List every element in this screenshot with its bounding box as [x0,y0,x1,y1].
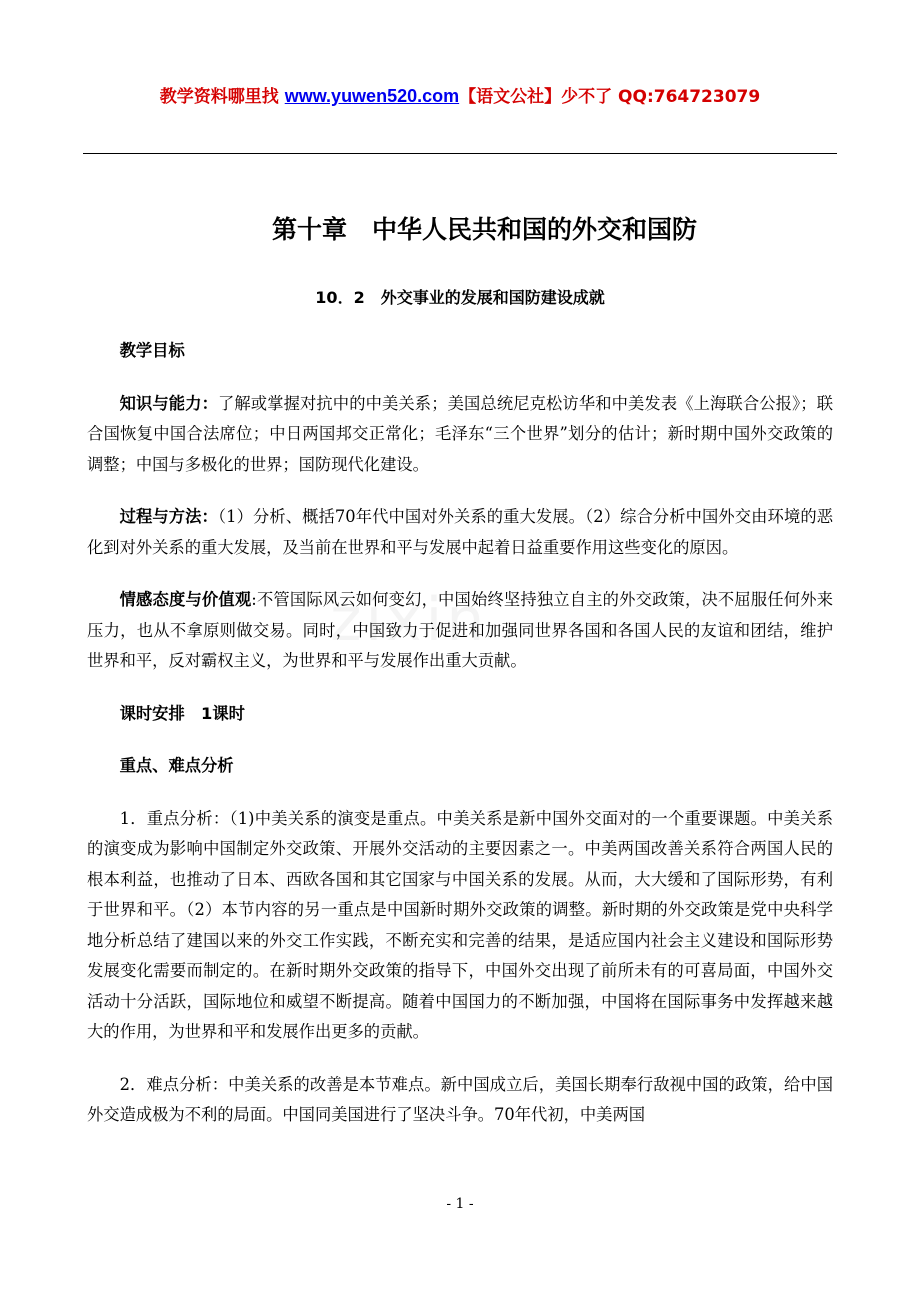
knowledge-label: 知识与能力： [119,393,218,413]
process-label: 过程与方法： [119,507,218,526]
page-number: - 1 - [446,1196,474,1212]
paragraph-key-points: 1．重点分析：（1)中美关系的演变是重点。中美关系是新中国外交面对的一个重要课题。中美关系的演变成为影响中国制定外交政策、开展外交活动的主要因素之一。中美两国改善关系符合两国人民的根本利益，也推动了日本、西欧各国和其它国家与中国关系的发展。从而，大大缓和了国际形势，有利于世界和平。（2）本节内容的另一重点是中国新时期外交政策的调整。新时期的外交政策是党中央科学地分析总结了建国以来的外交工作实践，不断充实和完善的结果，是适应国内社会主义建设和国际形势发展变化需要而制定的。在新时期外交政策的指导下，中国外交出现了前所未有的可喜局面，中国外交活动十分活跃，国际地位和威望不断提高。随着中国国力的不断加强，中国将在国际事务中发挥越来越大的作用，为世界和平和发展作出更多的贡献。 [87,808,833,1041]
header-suffix: 【语文公社】少不了 QQ:764723079 [459,87,761,107]
paragraph-difficult-points: 2．难点分析：中美关系的改善是本节难点。新中国成立后，美国长期奉行敌视中国的政策，给中国外交造成极为不利的局面。中国同美国进行了坚决斗争。70年代初，中美两国 [87,1074,833,1124]
paragraph-process [87,502,833,563]
heading-objectives: 教学目标 [119,341,185,360]
zixin-watermark: zixin [330,585,489,655]
document-body [87,336,833,1153]
emotion-text: :不管国际风云如何变幻，中国始终坚持独立自主的外交政策，决不屈服任何外来压力，也从不拿原则做交易。同时，中国致力于促进和加强同世界各国和各国人民的友谊和团结，维护世界和平，反对霸权主义，为世界和平与发展作出重大贡献。 [87,590,833,670]
chapter-title: 第十章 中华人民共和国的外交和国防 [272,215,698,244]
emotion-label: 情感态度与价值观 [119,590,252,609]
paragraph-emotion [87,585,833,677]
heading-schedule: 课时安排 1课时 [119,703,245,723]
process-text: （1）分析、概括70年代中国对外关系的重大发展。（2）综合分析中国外交由环境的恶化到对外关系的重大发展，及当前在世界和平与发展中起着日益重要作用这些变化的原因。 [87,507,833,557]
section-title: 10．2 外交事业的发展和国防建设成就 [315,288,605,307]
header-website-link[interactable]: www.yuwen520.com [284,86,460,106]
site-header-banner [0,82,920,107]
paragraph-knowledge [87,389,833,481]
header-prefix: 教学资料哪里找 [159,87,285,107]
header-divider [83,153,837,154]
knowledge-text: 了解或掌握对抗中的中美关系；美国总统尼克松访华和中美发表《上海联合公报》；联合国恢复中国合法席位；中日两国邦交正常化；毛泽东“三个世界”划分的估计；新时期中国外交政策的调整；中国与多极化的世界；国防现代化建设。 [87,393,833,474]
heading-analysis: 重点、难点分析 [119,756,234,775]
